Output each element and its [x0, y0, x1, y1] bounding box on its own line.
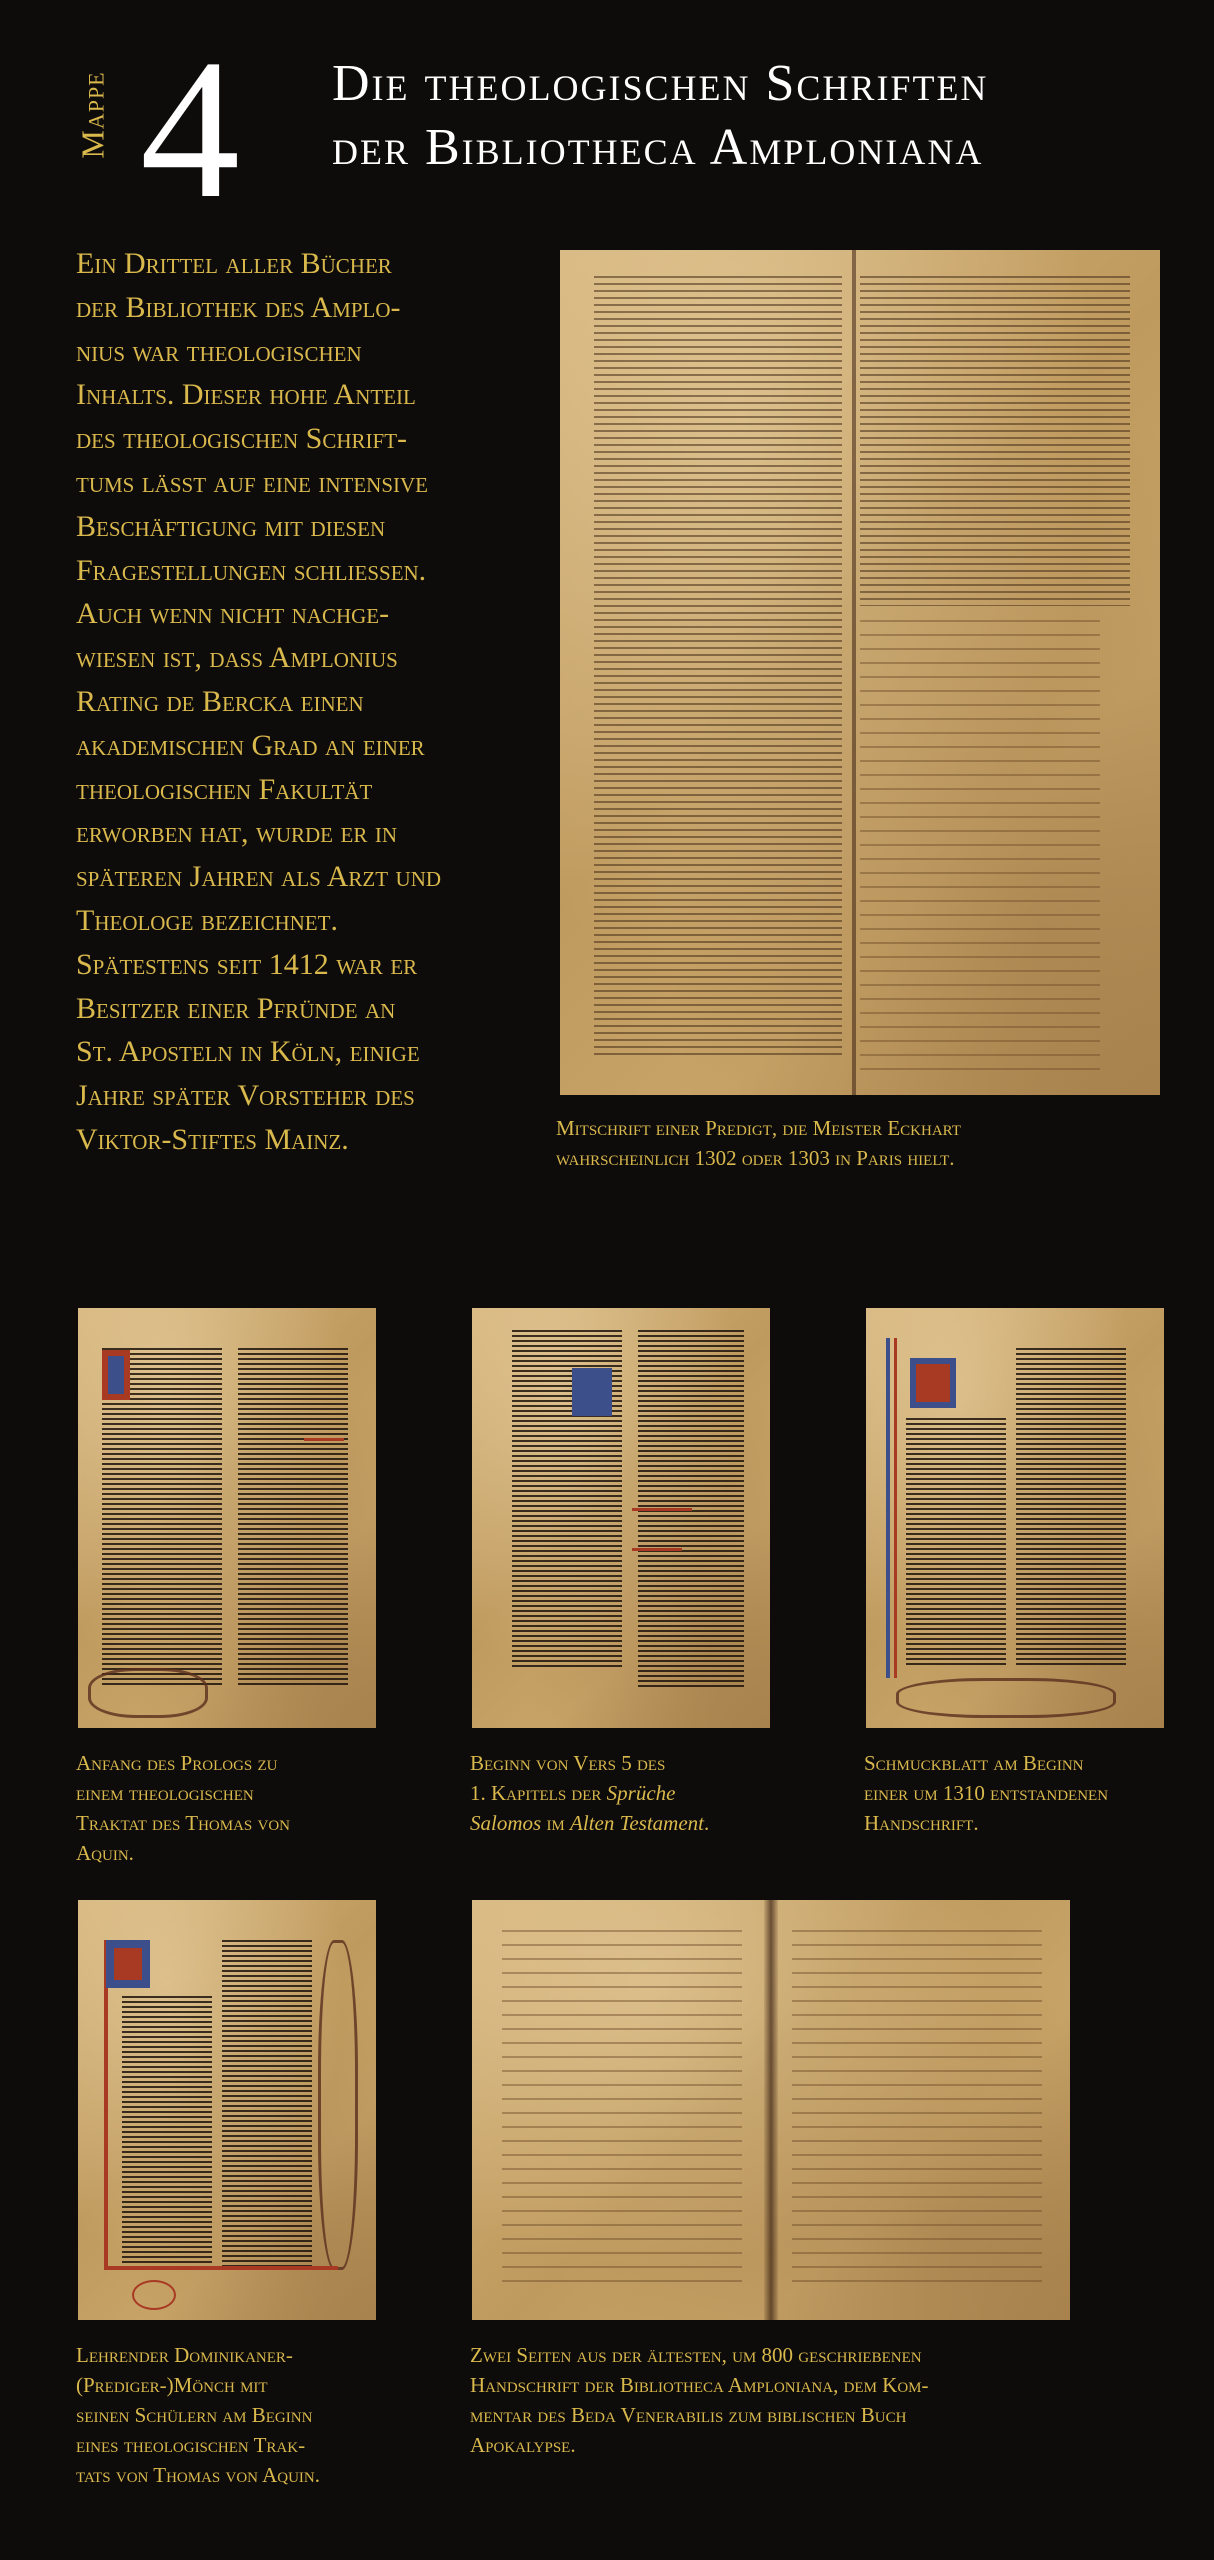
caption-line: Traktat des Thomas von — [76, 1811, 291, 1835]
intro-line: wiesen ist, dass Amplonius — [76, 641, 398, 675]
intro-line: Viktor-Stiftes Mainz. — [76, 1122, 349, 1156]
caption-italic-text: Salomos — [470, 1811, 542, 1835]
intro-line: Beschäftigung mit diesen — [76, 509, 386, 543]
caption-line — [470, 1778, 790, 1808]
schmuckblatt-caption — [864, 1748, 1184, 1838]
intro-line: akademischen Grad an einer — [76, 728, 425, 762]
thomas-prolog-image — [78, 1308, 376, 1728]
caption-text: im — [541, 1811, 571, 1835]
intro-text — [76, 242, 536, 1162]
caption-line — [470, 1808, 790, 1838]
intro-line: St. Aposteln in Köln, einige — [76, 1035, 420, 1069]
title-line-2: der Bibliotheca Amploniana — [332, 119, 984, 176]
folder-label-text: Mappe — [74, 71, 111, 159]
intro-line: erworben hat, wurde er in — [76, 816, 397, 850]
caption-line: Lehrender Dominikaner- — [76, 2343, 293, 2367]
caption-text: . — [704, 1811, 710, 1835]
caption-line: Mitschrift einer Predigt, die Meister Eckhart — [556, 1116, 961, 1140]
folder-number: 4 — [140, 19, 240, 240]
caption-italic-text: Alten Testament — [570, 1811, 704, 1835]
thomas-prolog-caption — [76, 1748, 376, 1868]
dominikaner-image — [78, 1900, 376, 2320]
caption-line: seinen Schülern am Beginn — [76, 2403, 313, 2427]
caption-line: tats von Thomas von Aquin. — [76, 2463, 321, 2487]
intro-line: späteren Jahren als Arzt und — [76, 860, 442, 894]
caption-line: Zwei Seiten aus der ältesten, um 800 geschriebenen — [470, 2343, 922, 2367]
eckhart-caption — [556, 1113, 1176, 1173]
beda-caption — [470, 2340, 1110, 2460]
caption-line: wahrscheinlich 1302 oder 1303 in Paris hielt. — [556, 1146, 955, 1170]
intro-line: Fragestellungen schliessen. — [76, 553, 427, 587]
caption-line: Aquin. — [76, 1841, 134, 1865]
caption-line: mentar des Beda Venerabilis zum biblischen Buch — [470, 2403, 907, 2427]
title-line-1: Die theologischen Schriften — [332, 55, 989, 112]
caption-line: Beginn von Vers 5 des — [470, 1751, 666, 1775]
caption-line: (Prediger-)Mönch mit — [76, 2373, 268, 2397]
sprueche-image — [472, 1308, 770, 1728]
caption-line: einem theologischen — [76, 1781, 254, 1805]
folder-label — [70, 50, 116, 180]
caption-line: Handschrift. — [864, 1811, 979, 1835]
caption-line: einer um 1310 entstandenen — [864, 1781, 1109, 1805]
intro-line: Theologe bezeichnet. — [76, 903, 338, 937]
intro-line: Rating de Bercka einen — [76, 684, 364, 718]
caption-line: Anfang des Prologs zu — [76, 1751, 278, 1775]
intro-line: Jahre später Vorsteher des — [76, 1079, 415, 1113]
caption-line: Handschrift der Bibliotheca Amploniana, dem Kom- — [470, 2373, 929, 2397]
intro-line: Inhalts. Dieser hohe Anteil — [76, 378, 416, 412]
intro-line: tums lässt auf eine intensive — [76, 465, 428, 499]
caption-line: Apokalypse. — [470, 2433, 576, 2457]
caption-italic-text: Sprüche — [606, 1781, 676, 1805]
sprueche-caption — [470, 1748, 790, 1838]
beda-manuscript-image — [472, 1900, 1070, 2320]
dominikaner-caption — [76, 2340, 396, 2490]
schmuckblatt-image — [866, 1308, 1164, 1728]
caption-text: 1. Kapitels der — [470, 1781, 607, 1805]
caption-line: eines theologischen Trak- — [76, 2433, 306, 2457]
intro-line: Auch wenn nicht nachge- — [76, 597, 390, 631]
intro-line: des theologischen Schrift- — [76, 422, 408, 456]
eckhart-manuscript-image — [560, 250, 1160, 1095]
page-title — [332, 52, 1192, 180]
intro-line: nius war theologischen — [76, 334, 362, 368]
intro-line: theologischen Fakultät — [76, 772, 373, 806]
intro-line: Besitzer einer Pfründe an — [76, 991, 396, 1025]
intro-line: der Bibliothek des Amplo- — [76, 290, 401, 324]
intro-line: Spätestens seit 1412 war er — [76, 947, 418, 981]
intro-line: Ein Drittel aller Bücher — [76, 247, 392, 280]
caption-line: Schmuckblatt am Beginn — [864, 1751, 1084, 1775]
